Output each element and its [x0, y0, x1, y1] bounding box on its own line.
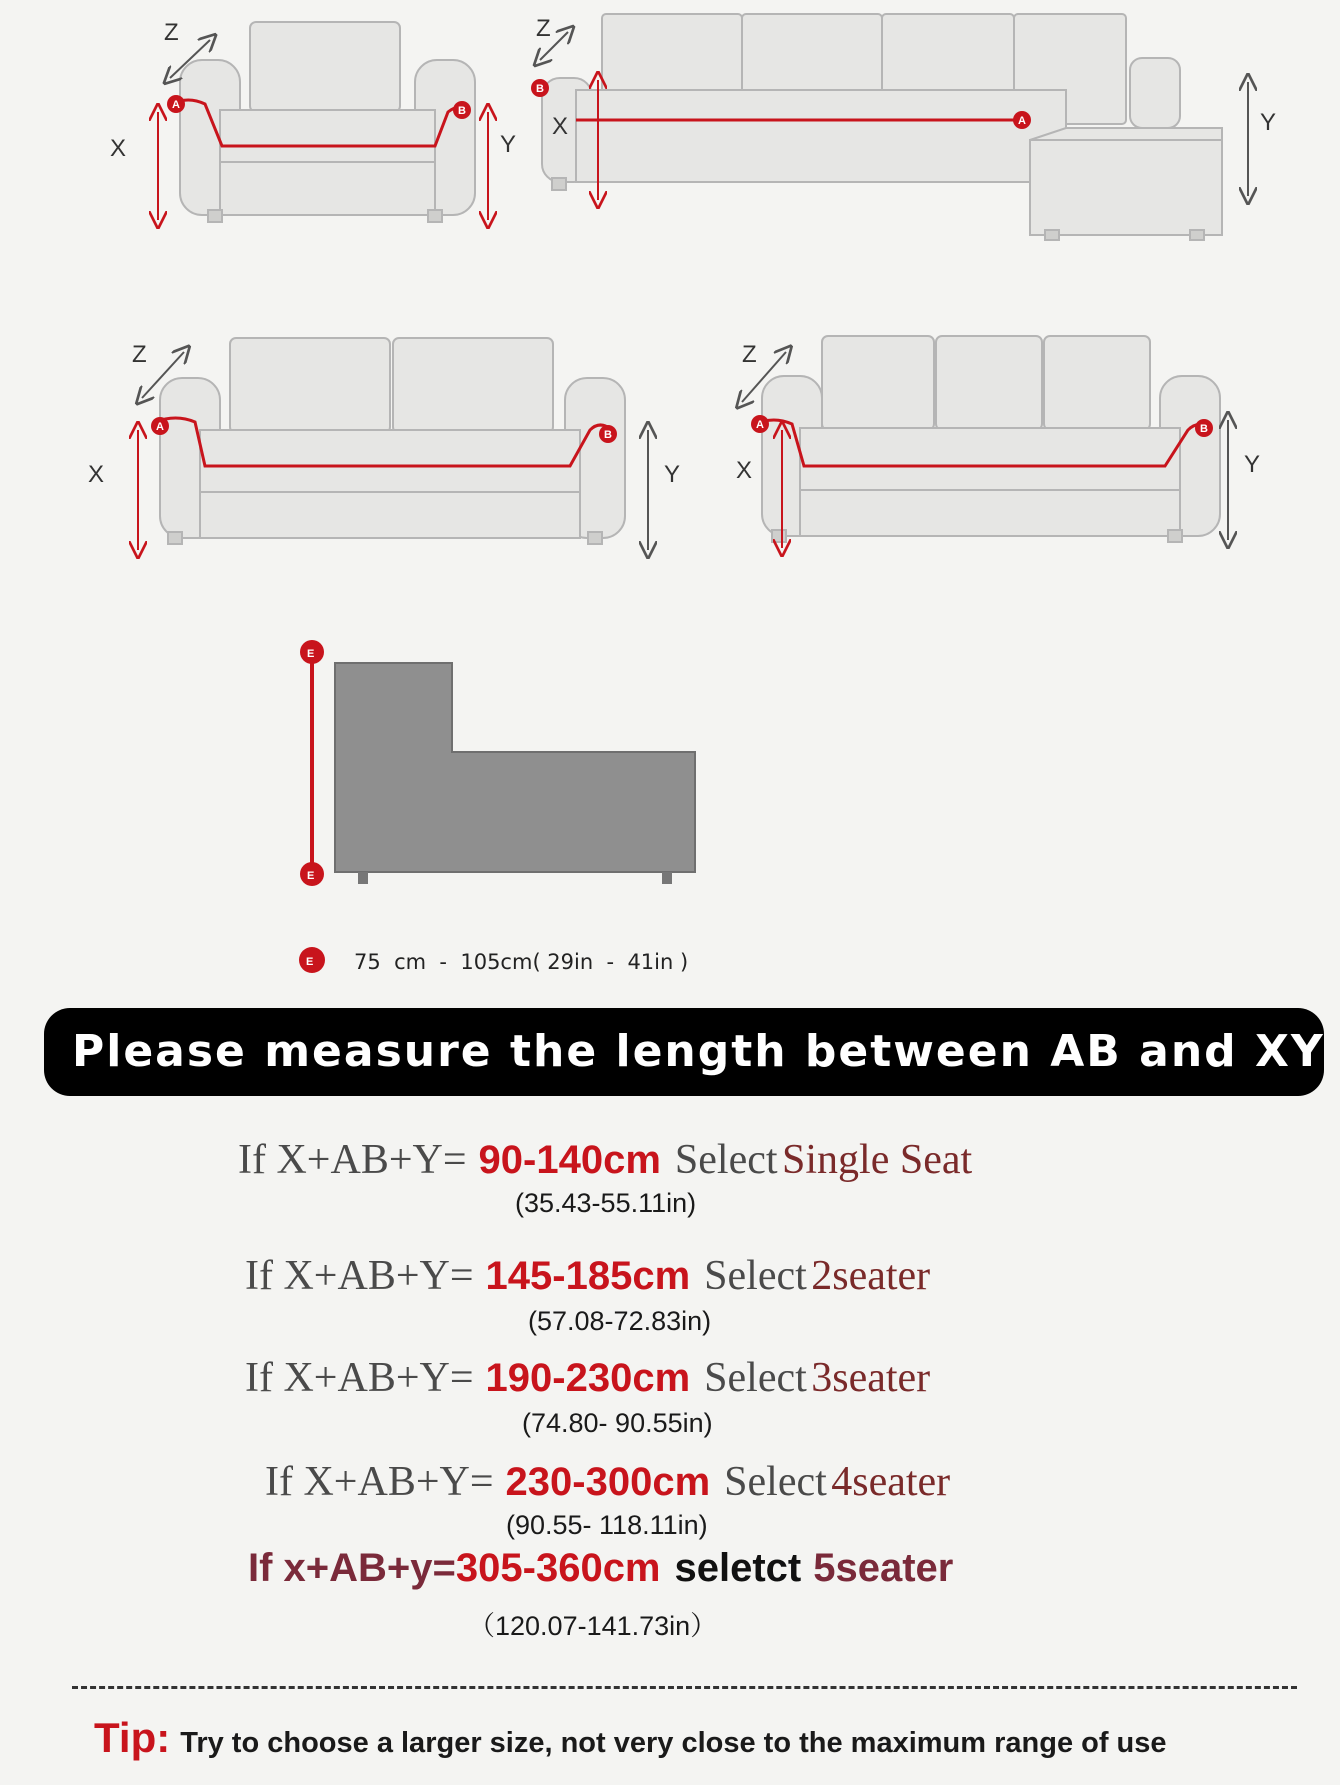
size-row-range: 190-230cm	[485, 1356, 691, 1400]
tip-text: Try to choose a larger size, not very close to the maximum range of use	[180, 1727, 1167, 1759]
size-row-inches: (57.08-72.83in)	[528, 1306, 712, 1336]
size-row-prefix: If x+AB+y=	[248, 1546, 456, 1590]
size-row-5seater	[248, 1546, 953, 1591]
e-measurement-text: 75 cm - 105cm( 29in - 41in )	[354, 950, 689, 974]
three-seater-point-label-a: A	[756, 419, 764, 431]
two-seater-point-label-b: B	[604, 429, 612, 441]
two-seater-sofa	[160, 338, 625, 544]
size-row-select: Select	[724, 1459, 827, 1505]
size-row-prefix: If X+AB+Y=	[245, 1355, 474, 1401]
point-label-b: B	[458, 105, 466, 117]
size-row-seat: 3seater	[811, 1355, 931, 1401]
point-label-e-top: E	[307, 648, 315, 660]
three-seater-point-label-b: B	[1200, 423, 1208, 435]
size-row-seat: 5seater	[813, 1546, 954, 1590]
size-row-select: Select	[704, 1355, 807, 1401]
axis-label-z: Z	[164, 19, 179, 46]
size-row-select: Select	[704, 1253, 807, 1299]
sectional-point-label-a: A	[1018, 115, 1026, 127]
e-measurement-point-label: E	[306, 956, 314, 968]
tip-note	[94, 1714, 1167, 1762]
size-row-select: Select	[674, 1137, 778, 1183]
two-seater-label-y: Y	[664, 461, 681, 488]
size-row-inches: (74.80- 90.55in)	[522, 1408, 713, 1438]
tip-label: Tip:	[94, 1714, 171, 1761]
size-row-single	[238, 1136, 972, 1184]
size-row-seat: Single Seat	[782, 1137, 973, 1183]
size-row-inches: (35.43-55.11in)	[515, 1188, 697, 1218]
point-label-a: A	[172, 99, 180, 111]
three-seater-label-y: Y	[1244, 451, 1261, 478]
two-seater-point-label-a: A	[156, 421, 164, 433]
size-row-range: 305-360cm	[455, 1546, 661, 1590]
three-seater-sofa	[762, 336, 1220, 542]
size-row-3seater	[245, 1354, 930, 1402]
size-row-prefix: If X+AB+Y=	[238, 1137, 467, 1183]
size-row-seat: 4seater	[831, 1459, 951, 1505]
two-seater-label-x: X	[88, 461, 105, 488]
size-row-prefix: If X+AB+Y=	[245, 1253, 474, 1299]
size-row-select: seletct	[674, 1546, 802, 1590]
axis-label-x: X	[110, 135, 127, 162]
sectional-point-label-b: B	[536, 83, 544, 95]
size-row-inches: (90.55- 118.11in)	[506, 1510, 708, 1540]
size-row-range: 90-140cm	[478, 1138, 661, 1182]
size-row-seat: 2seater	[811, 1253, 931, 1299]
sectional-label-z: Z	[536, 15, 551, 42]
measure-instruction-banner: Please measure the length between AB and XY	[44, 1008, 1324, 1096]
size-row-4seater	[265, 1458, 950, 1506]
axis-label-y: Y	[500, 131, 517, 158]
size-row-range: 230-300cm	[505, 1460, 711, 1504]
sectional-label-y: Y	[1260, 109, 1277, 136]
chaise-side-view	[335, 663, 695, 884]
two-seater-label-z: Z	[132, 341, 147, 368]
dashed-divider	[72, 1686, 1297, 1689]
size-row-inches: （120.07-141.73in）	[468, 1611, 718, 1641]
sectional-label-x: X	[552, 113, 569, 140]
size-row-range: 145-185cm	[485, 1254, 691, 1298]
three-seater-label-z: Z	[742, 341, 757, 368]
three-seater-label-x: X	[736, 457, 753, 484]
size-row-2seater	[245, 1252, 930, 1300]
point-label-e-bottom: E	[307, 870, 315, 882]
single-seat-sofa	[180, 22, 475, 222]
size-row-prefix: If X+AB+Y=	[265, 1459, 494, 1505]
sectional-sofa	[542, 14, 1222, 240]
